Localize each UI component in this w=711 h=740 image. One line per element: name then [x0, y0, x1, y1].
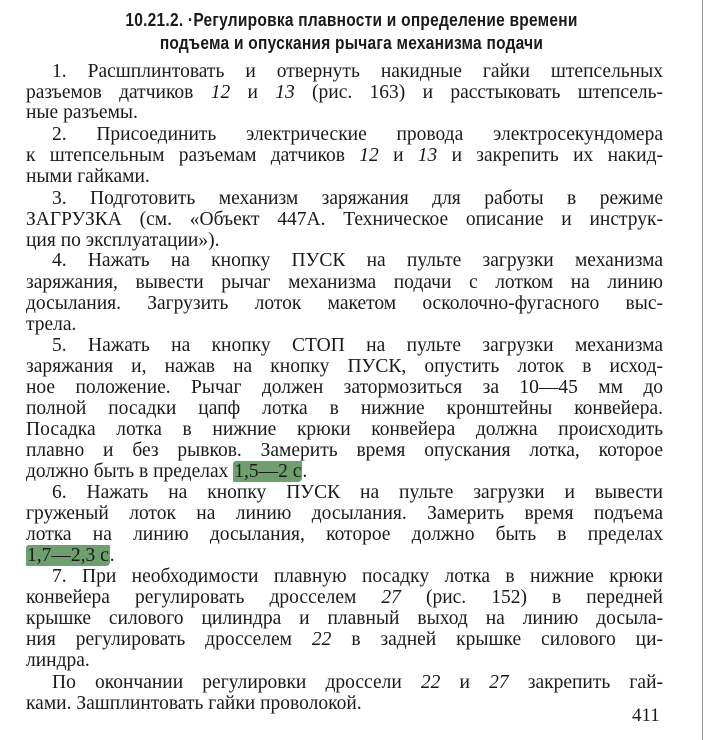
- text-run: в задней крышке силового ци-: [331, 629, 663, 650]
- highlighted-value: 1,5—2 с: [234, 461, 302, 482]
- text-line: [26, 293, 663, 315]
- text-line: [52, 672, 663, 694]
- figure-reference-number: 22: [311, 629, 332, 650]
- text-line: [26, 503, 663, 525]
- text-run: ками. Зашплинтовать гайки проволокой.: [26, 693, 362, 714]
- text-run: Посадка лотка в нижние крюки конвейера должна происходить: [26, 419, 663, 440]
- text-line: [52, 250, 663, 272]
- figure-reference-number: 13: [417, 145, 438, 166]
- text-run: 2. Присоединить электрические провода электросекундомера: [52, 124, 663, 145]
- page-number: 411: [632, 705, 660, 726]
- highlighted-value: 1,7—2,3 с: [27, 545, 109, 566]
- figure-reference-number: 27: [489, 672, 509, 693]
- text-line: [26, 209, 663, 231]
- text-line: [26, 587, 663, 609]
- text-run: 7. При необходимости плавную посадку лотка в нижние крюки: [52, 566, 663, 587]
- text-run: 1. Расшплинтовать и отвернуть накидные гайки штепсельных: [52, 61, 663, 82]
- section-heading-line-2: подъема и опускания рычага механизма подачи: [159, 33, 544, 53]
- text-line: [26, 166, 663, 188]
- text-run: заряжания и, нажав на кнопку ПУСК, опустить лоток в исход-: [26, 356, 663, 377]
- text-run: 5. Нажать на кнопку СТОП на пульте загрузки механизма: [52, 335, 663, 356]
- text-run: и: [378, 145, 418, 166]
- section-heading-line-1: 10.21.2. ·Регулировка плавности и определение времени: [125, 10, 578, 30]
- text-line: [26, 608, 663, 630]
- text-run: груженый лоток на линию досылания. Замерить время подъема: [26, 503, 663, 524]
- text-run: должно быть в пределах: [26, 461, 234, 482]
- text-line: [52, 124, 663, 146]
- text-line: [52, 188, 663, 210]
- text-run: ными гайками.: [26, 166, 150, 187]
- text-line: [26, 629, 663, 651]
- text-line: [52, 61, 663, 83]
- text-run: плавно и без рывков. Замерить время опускания лотка, которое: [26, 440, 663, 461]
- text-run: (рис. 152) в передней: [400, 587, 663, 608]
- text-run: и: [230, 82, 276, 103]
- text-line: [26, 693, 663, 715]
- figure-reference-number: 12: [359, 145, 379, 166]
- figure-reference-number: 22: [420, 672, 441, 693]
- text-run: ция по эксплуатации»).: [26, 230, 220, 251]
- text-line: [26, 145, 663, 167]
- text-run: линдра.: [26, 650, 90, 671]
- text-line: [26, 377, 663, 399]
- text-run: ные разъемы.: [26, 102, 138, 123]
- text-run: заряжания, вывести рычаг механизма подачи с лотком на линию: [26, 272, 663, 293]
- text-run: конвейера регулировать дросселем: [26, 587, 382, 608]
- text-run: и: [440, 672, 490, 693]
- figure-reference-number: 12: [210, 82, 231, 103]
- text-run: ния регулировать дросселем: [26, 629, 312, 650]
- text-line: [26, 524, 663, 546]
- text-run: к штепсельным разъемам датчиков: [26, 145, 360, 166]
- figure-reference-number: 13: [275, 82, 295, 103]
- text-line: [52, 482, 663, 504]
- text-line: [26, 545, 663, 567]
- text-run: По окончании регулировки дроссели: [52, 672, 421, 693]
- text-run: полной посадки цапф лотка в нижние кронштейны конвейера.: [26, 398, 663, 419]
- text-line: [26, 650, 663, 672]
- text-line: [26, 461, 663, 483]
- text-run: лотка на линию досылания, которое должно быть в пределах: [26, 524, 663, 545]
- text-run: ное положение. Рычаг должен затормозиться за 10—45 мм до: [26, 377, 663, 398]
- text-line: [26, 230, 663, 252]
- text-line: [26, 419, 663, 441]
- text-line: [26, 272, 663, 294]
- text-line: [26, 102, 663, 124]
- text-line: [26, 82, 663, 104]
- text-line: [26, 314, 663, 336]
- text-line: [52, 335, 663, 357]
- text-line: [52, 566, 663, 588]
- text-run: .: [109, 545, 115, 566]
- text-run: закрепить гай-: [508, 672, 663, 693]
- text-run: (рис. 163) и расстыковать штепсель-: [294, 82, 663, 103]
- text-line: [26, 356, 663, 378]
- text-run: 3. Подготовить механизм заряжания для работы в режиме: [52, 188, 663, 209]
- text-run: досылания. Загрузить лоток макетом осколочно-фугасного выс-: [26, 293, 663, 314]
- text-run: ЗАГРУЗКА (см. «Объект 447А. Техническое описание и инструк-: [26, 209, 663, 230]
- text-run: разъемов датчиков: [26, 82, 211, 103]
- text-run: 4. Нажать на кнопку ПУСК на пульте загрузки механизма: [52, 250, 663, 271]
- text-line: [26, 440, 663, 462]
- text-run: и закрепить их накид-: [437, 145, 663, 166]
- text-line: [26, 398, 663, 420]
- figure-reference-number: 27: [381, 587, 401, 608]
- text-run: 6. Нажать на кнопку ПУСК на пульте загрузки и вывести: [52, 482, 663, 503]
- text-run: .: [302, 461, 308, 482]
- text-run: крышке силового цилиндра и плавный выход на линию досыла-: [26, 608, 663, 629]
- text-run: трела.: [26, 314, 77, 335]
